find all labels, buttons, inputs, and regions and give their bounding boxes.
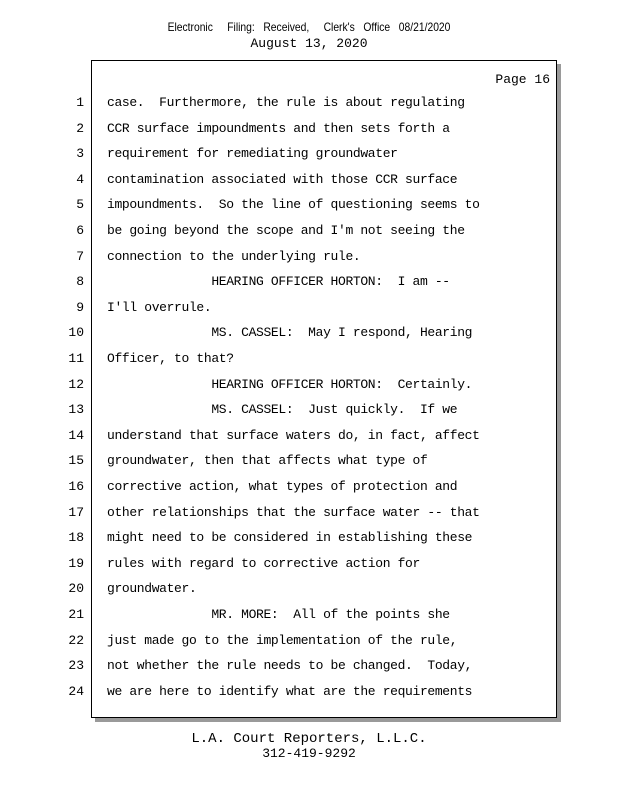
line-number: 17	[68, 505, 84, 520]
transcript-line: case. Furthermore, the rule is about regulating	[107, 95, 465, 110]
line-number: 18	[68, 530, 84, 545]
reporter-company: L.A. Court Reporters, L.L.C.	[191, 731, 427, 747]
transcript-line: HEARING OFFICER HORTON: I am --	[107, 274, 450, 289]
line-number: 9	[76, 300, 84, 315]
line-number: 10	[68, 325, 84, 340]
transcript-line: connection to the underlying rule.	[107, 249, 361, 264]
line-number: 1	[76, 95, 84, 110]
line-number: 21	[68, 607, 84, 622]
transcript-line: not whether the rule needs to be changed. Today,	[107, 658, 473, 673]
line-number: 14	[68, 428, 84, 443]
transcript-line: might need to be considered in establishing these	[107, 530, 473, 545]
line-number: 6	[76, 223, 84, 238]
transcript-line: other relationships that the surface water -- that	[107, 505, 480, 520]
line-number: 23	[68, 658, 84, 673]
transcript-line: HEARING OFFICER HORTON: Certainly.	[107, 377, 473, 392]
transcript-line: MS. CASSEL: May I respond, Hearing	[107, 325, 473, 340]
transcript-line: understand that surface waters do, in fact, affect	[107, 428, 480, 443]
line-number: 8	[76, 274, 84, 289]
transcript-line: groundwater, then that affects what type of	[107, 453, 428, 468]
line-number: 2	[76, 121, 84, 136]
transcript-line: groundwater.	[107, 581, 197, 596]
transcript-line: impoundments. So the line of questioning seems to	[107, 197, 480, 212]
transcript-line: MR. MORE: All of the points she	[107, 607, 450, 622]
line-number: 3	[76, 146, 84, 161]
transcript-line: just made go to the implementation of the rule,	[107, 633, 458, 648]
line-number: 20	[68, 581, 84, 596]
line-number: 16	[68, 479, 84, 494]
transcript-line: Officer, to that?	[107, 351, 234, 366]
transcript-line: rules with regard to corrective action for	[107, 556, 420, 571]
line-number: 13	[68, 402, 84, 417]
transcript-line: be going beyond the scope and I'm not seeing the	[107, 223, 465, 238]
line-number: 15	[68, 453, 84, 468]
line-number: 19	[68, 556, 84, 571]
line-number: 22	[68, 633, 84, 648]
line-number: 7	[76, 249, 84, 264]
reporter-phone: 312-419-9292	[262, 746, 356, 761]
transcript-line: we are here to identify what are the requirements	[107, 684, 473, 699]
transcript-line: CCR surface impoundments and then sets forth a	[107, 121, 450, 136]
line-number: 5	[76, 197, 84, 212]
line-number: 24	[68, 684, 84, 699]
transcript-line: MS. CASSEL: Just quickly. If we	[107, 402, 458, 417]
transcript-line: I'll overrule.	[107, 300, 212, 315]
transcript-line: requirement for remediating groundwater	[107, 146, 398, 161]
filing-stamp: Electronic Filing: Received, Clerk's Office 08/21/2020	[167, 20, 451, 34]
hearing-date: August 13, 2020	[250, 36, 368, 51]
page-number: Page 16	[495, 72, 550, 87]
line-number: 12	[68, 377, 84, 392]
transcript-line: contamination associated with those CCR surface	[107, 172, 458, 187]
line-number: 4	[76, 172, 84, 187]
transcript-line: corrective action, what types of protection and	[107, 479, 458, 494]
line-number: 11	[68, 351, 84, 366]
